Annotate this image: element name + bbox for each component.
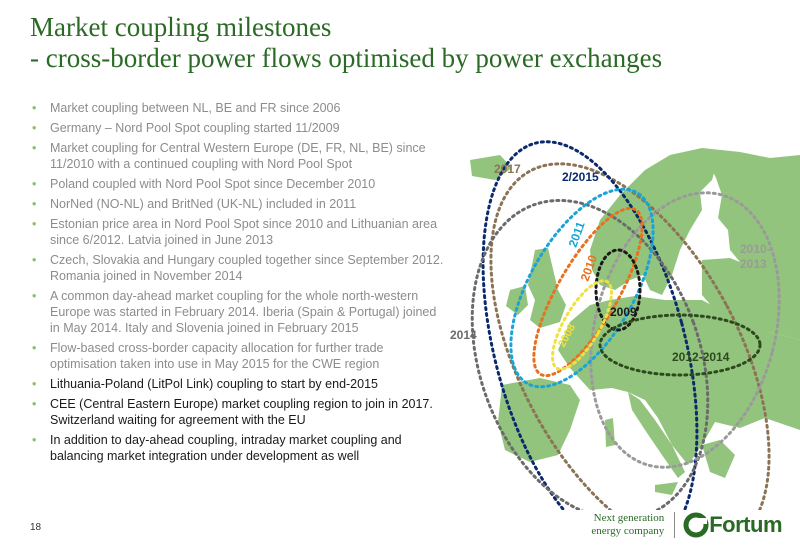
fortum-logo	[683, 512, 782, 538]
tagline-line-1: Next generation	[593, 512, 665, 524]
milestone-item: • Lithuania-Poland (LitPol Link) coupling to start by end-2015	[32, 376, 447, 392]
milestone-item: • Flow-based cross-border capacity allocation for further trade optimisation taken into use in May 2015 for the CWE region	[32, 340, 447, 372]
milestone-item: • Czech, Slovakia and Hungary coupled together since September 2012. Romania joined in November 2014	[32, 252, 447, 284]
milestone-item: • Market coupling between NL, BE and FR since 2006	[32, 100, 447, 116]
label-2008: 2008	[556, 322, 579, 350]
milestone-item: • Poland coupled with Nord Pool Spot since December 2010	[32, 176, 447, 192]
label-2014: 2014	[450, 328, 477, 342]
footer-branding	[591, 512, 782, 538]
milestone-list	[32, 100, 447, 468]
milestone-item: • A common day-ahead market coupling for the whole north-western Europe was started in February 2014. Iberia (Spain & Portugal) joined in May 2014. Italy and Slovenia joined in February 2015	[32, 288, 447, 336]
fortum-logo-text: Fortum	[709, 512, 782, 537]
milestone-item: • NorNed (NO-NL) and BritNed (UK-NL) included in 2011	[32, 196, 447, 212]
tagline-line-2: energy company	[591, 525, 665, 537]
tagline	[591, 512, 675, 538]
milestone-item: • Germany – Nord Pool Spot coupling started 11/2009	[32, 120, 447, 136]
milestone-item: • CEE (Central Eastern Europe) market coupling region to join in 2017. Switzerland waiting for agreement with the EU	[32, 396, 447, 428]
milestone-item: • In addition to day-ahead coupling, intraday market coupling and balancing market integration under development as well	[32, 432, 447, 464]
europe-land	[470, 148, 800, 495]
slide-title	[30, 12, 662, 74]
label-2017: 2017	[494, 162, 521, 176]
fortum-logo-icon	[683, 512, 709, 538]
milestone-item: • Estonian price area in Nord Pool Spot since 2010 and Lithuanian area since 6/2012. Latvia joined in June 2013	[32, 216, 447, 248]
slide-title-line-1: Market coupling milestones	[30, 12, 332, 42]
label-2010-2013-line-2: 2013	[740, 257, 767, 271]
label-2009: 2009	[610, 305, 637, 319]
page-number: 18	[30, 522, 42, 533]
europe-coupling-map	[440, 100, 800, 510]
slide-title-line-2: - cross-border power flows optimised by power exchanges	[30, 43, 663, 73]
label-2012-2014: 2012-2014	[672, 350, 730, 364]
label-2010: 2010	[577, 253, 600, 284]
label-2-2015: 2/2015	[562, 170, 599, 184]
label-2010-2013-line-1: 2010-	[740, 242, 771, 256]
label-2011: 2011	[565, 219, 588, 250]
milestone-item: • Market coupling for Central Western Europe (DE, FR, NL, BE) since 11/2010 with a continued coupling with Nord Pool Spot	[32, 140, 447, 172]
